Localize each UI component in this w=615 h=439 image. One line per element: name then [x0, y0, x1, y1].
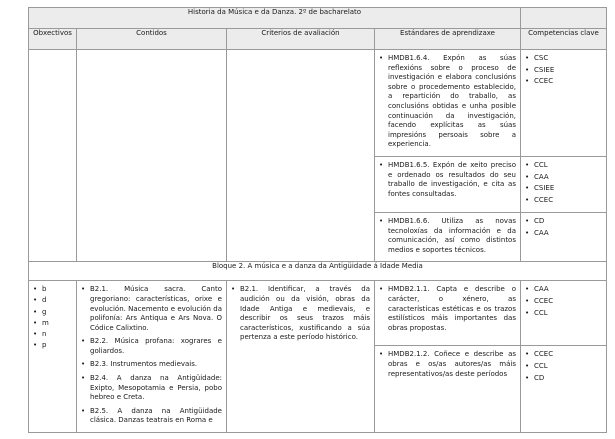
criterion-item: • B2.1. Identificar, a través da audición ou da visión, obras da Idade Antiga e medievais, e describir os seus trazos máis característicos, xustificando a súa pertenza a este período histórico.	[231, 285, 370, 343]
header-estandares: Estándares de aprendizaxe	[375, 29, 521, 50]
standard-text: • HMDB2.1.2. Coñece e describe as obras e os/as autores/as máis representativos/as deste períodos	[379, 350, 516, 379]
standard-cell	[375, 50, 521, 157]
content-item: • B2.4. A danza na Antigüidade: Exipto, Mesopotamia e Persia, pobo hebreo e Creta.	[81, 374, 222, 403]
table-title-spacer	[521, 8, 607, 29]
content-item: • B2.2. Música profana: xograres e goliardos.	[81, 337, 222, 356]
competence-item: • CCEC	[525, 77, 602, 87]
objectives-cell	[29, 281, 77, 433]
table-row	[29, 50, 607, 157]
objective-item: • m	[33, 319, 72, 329]
column-header-row	[29, 29, 607, 50]
content-item: • B2.1. Música sacra. Canto gregoriano: características, orixe e evolución. Nacemento e evolución da polifonía: Ars Antiqua e Ars Nova. O Códice Calixtino.	[81, 285, 222, 333]
competence-item: • CCL	[525, 362, 602, 372]
competence-item: • CCEC	[525, 297, 602, 307]
competence-item: • CD	[525, 217, 602, 227]
content-item: • B2.5. A danza na Antigüidade clásica. Danzas teatrais en Roma e	[81, 407, 222, 426]
objective-item: • n	[33, 330, 72, 340]
content-item: • B2.3. Instrumentos medievais.	[81, 360, 222, 370]
header-criterios: Criterios de avaliación	[227, 29, 375, 50]
competences-cell	[521, 156, 607, 212]
competence-item: • CSIEE	[525, 184, 602, 194]
standard-cell	[375, 281, 521, 346]
standard-text: • HMDB1.6.4. Expón as súas reflexións sobre o proceso de investigación e elabora conclusións sobre o procedemento establecido, a repartición do traballo, as conclusións obtidas e unha posible continuación da investigación, facendo explícitas as súas impresións persoais sobre a experiencia.	[379, 54, 516, 150]
table-title-row	[29, 8, 607, 29]
competence-item: • CSIEE	[525, 66, 602, 76]
table-row	[29, 281, 607, 346]
criteria-cell	[227, 281, 375, 433]
header-competencias: Competencias clave	[521, 29, 607, 50]
objective-item: • p	[33, 341, 72, 351]
standard-cell	[375, 212, 521, 261]
competence-item: • CSC	[525, 54, 602, 64]
header-contidos: Contidos	[77, 29, 227, 50]
header-obxectivos: Obxectivos	[29, 29, 77, 50]
competence-item: • CCEC	[525, 196, 602, 206]
block-heading-row	[29, 262, 607, 281]
objective-item: • d	[33, 296, 72, 306]
block-heading: Bloque 2. A música e a danza da Antigüidade á Idade Media	[29, 262, 607, 281]
competences-cell	[521, 281, 607, 346]
standard-text: • HMDB1.6.5. Expón de xeito preciso e ordenado os resultados do seu traballo de investigación, e cita as fontes consultadas.	[379, 161, 516, 199]
table-title: Historia da Música e da Danza. 2º de bacharelato	[29, 8, 521, 29]
standard-cell	[375, 156, 521, 212]
standard-text: • HMDB1.6.6. Utiliza as novas tecnoloxías da información e da comunicación, así como distintos medios e soportes técnicos.	[379, 217, 516, 255]
competence-item: • CCL	[525, 309, 602, 319]
contents-cell-empty	[77, 50, 227, 262]
competences-cell	[521, 212, 607, 261]
competence-item: • CCL	[525, 161, 602, 171]
objective-item: • b	[33, 285, 72, 295]
competence-item: • CAA	[525, 285, 602, 295]
competence-item: • CAA	[525, 229, 602, 239]
competence-item: • CCEC	[525, 350, 602, 360]
criteria-cell-empty	[227, 50, 375, 262]
competence-item: • CD	[525, 374, 602, 384]
contents-cell	[77, 281, 227, 433]
objective-item: • g	[33, 308, 72, 318]
curriculum-table	[28, 7, 607, 433]
competences-cell	[521, 50, 607, 157]
standard-text: • HMDB2.1.1. Capta e describe o carácter, o xénero, as características estéticas e os trazos estilísticos máis importantes das obras propostas.	[379, 285, 516, 333]
objectives-cell-empty	[29, 50, 77, 262]
competences-cell	[521, 346, 607, 433]
competence-item: • CAA	[525, 173, 602, 183]
standard-cell	[375, 346, 521, 433]
